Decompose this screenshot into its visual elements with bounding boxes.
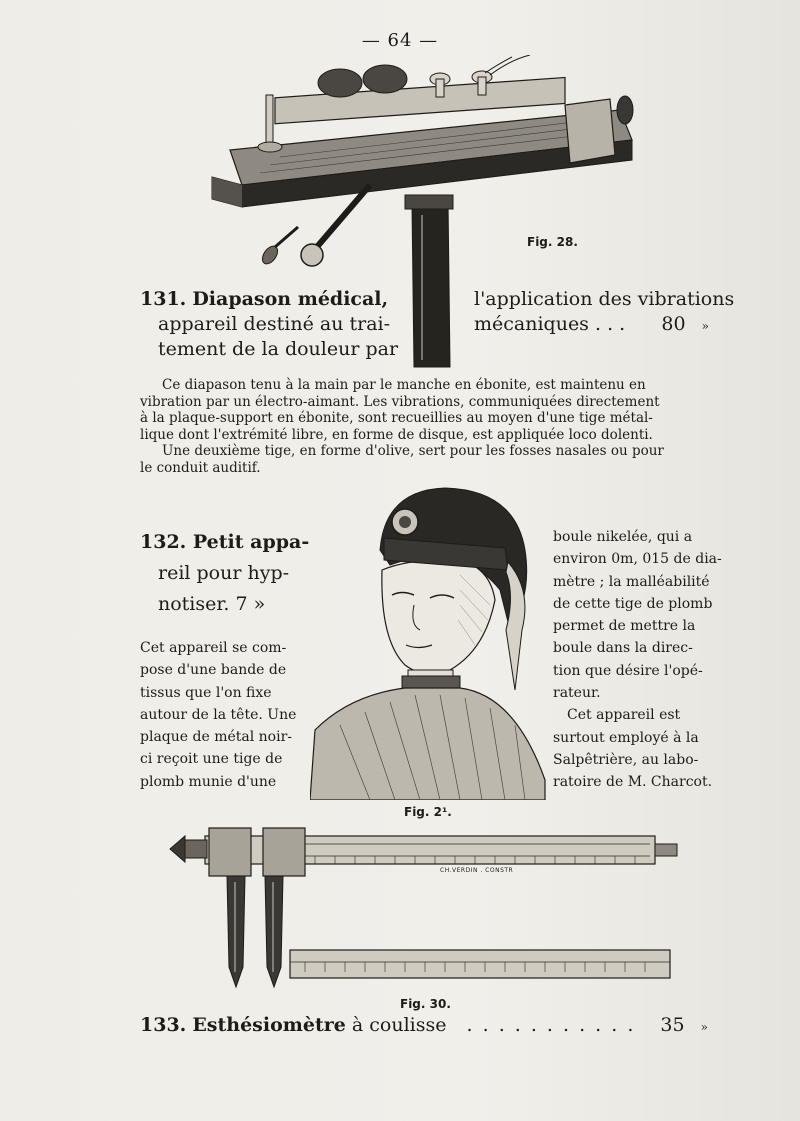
description-line: vibration par un électro-aimant. Les vibrations, communiquées directement: [140, 393, 660, 410]
right-column-line: Cet appareil est: [567, 707, 681, 724]
fig30-caption: Fig. 30.: [400, 997, 451, 1011]
item132-left-column: [140, 637, 300, 793]
item131-title: Diapason médical,: [192, 288, 389, 310]
left-column-line: ci reçoit une tige de: [140, 751, 283, 768]
item133-price: 35: [660, 1014, 685, 1036]
right-column-line: rateur.: [553, 685, 601, 702]
left-column-line: plomb munie d'une: [140, 773, 277, 790]
left-column-line: tissus que l'on fixe: [140, 684, 272, 701]
right-column-line: surtout employé à la: [553, 729, 699, 746]
item132-heading-line-1: 132. Petit appa-: [140, 531, 310, 553]
item131-number: 131.: [140, 288, 187, 310]
item132-right-column: [553, 526, 722, 794]
item131-left-line-2: tement de la douleur par: [158, 338, 399, 360]
item133-title: Esthésiomètre: [192, 1014, 346, 1036]
item133-price-mark: »: [700, 1020, 708, 1034]
item133-leader-dots: . . . . . . . . . . .: [466, 1014, 636, 1036]
right-column-line: ratoire de M. Charcot.: [553, 774, 713, 791]
item131-price-mark: »: [701, 319, 709, 333]
item132-heading-line-2: reil pour hyp-: [158, 562, 290, 584]
item131-right-line-1: l'application des vibrations: [474, 288, 735, 310]
description-line: à la plaque-support en ébonite, sont recueillies au moyen d'une tige métal-: [140, 410, 653, 426]
item131-description: [140, 377, 708, 476]
right-column-line: de cette tige de plomb: [553, 595, 713, 612]
item133-rest: à coulisse: [351, 1014, 447, 1036]
right-column-line: boule dans la direc-: [553, 640, 693, 657]
description-line: Une deuxième tige, en forme d'olive, sert pour les fosses nasales ou pour: [162, 443, 664, 459]
item132-heading-line-3: notiser. 7 »: [158, 593, 266, 615]
item131-right-line-2: mécaniques: [474, 313, 589, 335]
left-column-line: plaque de métal noir-: [140, 729, 293, 746]
item131-price: 80: [661, 313, 686, 335]
maker-mark: CH.VERDIN . CONSTR: [440, 867, 514, 874]
right-column-line: boule nikelée, qui a: [553, 529, 693, 545]
left-column-line: autour de la tête. Une: [140, 706, 297, 723]
right-column-line: environ 0m, 015 de dia-: [553, 551, 722, 568]
item131-price-line: [474, 312, 709, 339]
description-line: lique dont l'extrémité libre, en forme de disque, est appliquée loco dolenti.: [140, 426, 653, 443]
hypnosis-headband-portrait-illustration: [310, 480, 550, 800]
right-column-line: tion que désire l'opé-: [553, 662, 703, 679]
left-column-line: pose d'une bande de: [140, 662, 287, 679]
item131-heading: [140, 287, 399, 362]
description-line: Ce diapason tenu à la main par le manche en ébonite, est maintenu en: [162, 377, 646, 393]
item133-number: 133.: [140, 1014, 187, 1036]
right-column-line: Salpêtrière, au labo-: [553, 751, 699, 768]
fig28-caption: Fig. 28.: [527, 235, 578, 249]
right-column-line: mètre ; la malléabilité: [553, 573, 710, 590]
page-number: — 64 —: [361, 30, 439, 51]
right-column-line: permet de mettre la: [553, 618, 696, 635]
item131-right-block: [474, 287, 735, 339]
fig29-caption: Fig. 2¹.: [404, 805, 452, 819]
item132-heading: [140, 527, 310, 620]
item131-left-line-1: appareil destiné au trai-: [158, 313, 391, 335]
esthesiometer-illustration: [165, 822, 685, 992]
item131-leader-dots: . . .: [594, 313, 626, 335]
item133-line: [140, 1013, 708, 1040]
description-line: le conduit auditif.: [140, 459, 261, 476]
left-column-line: Cet appareil se com-: [140, 640, 287, 656]
